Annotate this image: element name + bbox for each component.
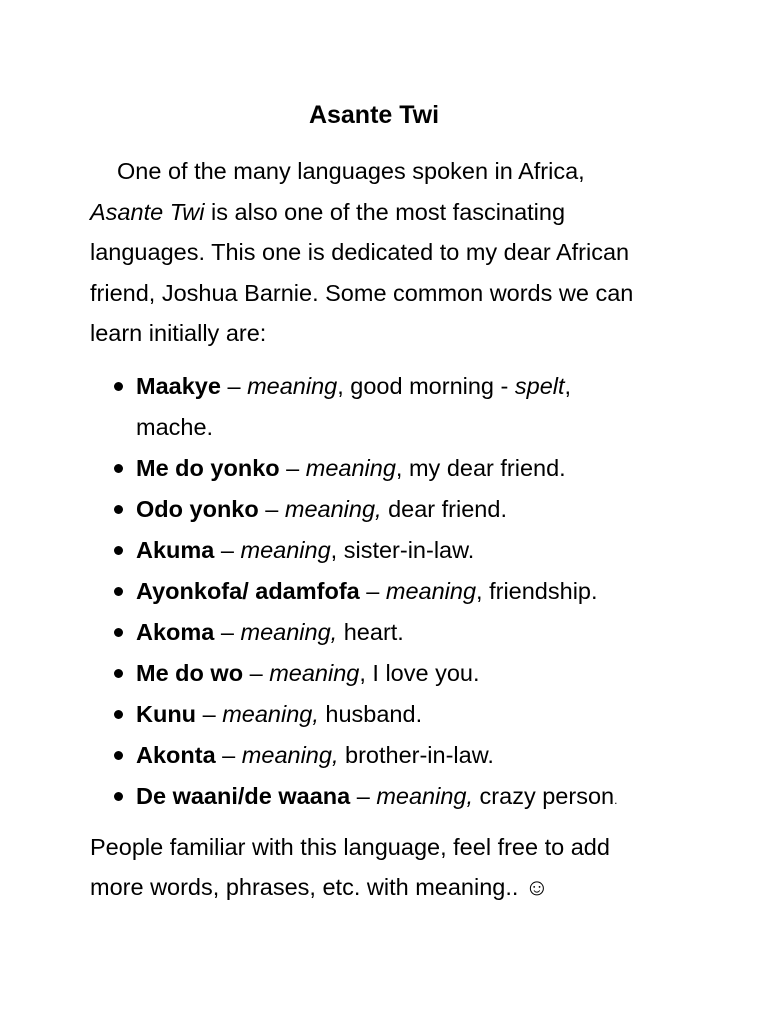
outro-line-2: more words, phrases, etc. with meaning.. ☺ bbox=[90, 874, 549, 900]
intro-paragraph bbox=[90, 151, 690, 354]
list-item-continuation: mache. bbox=[136, 414, 214, 440]
list-item: Kunu – meaning, husband. bbox=[136, 701, 423, 727]
list-item: Odo yonko – meaning, dear friend. bbox=[136, 496, 507, 522]
intro-line-1: One of the many languages spoken in Africa, bbox=[117, 158, 585, 184]
list-item: Akonta – meaning, brother-in-law. bbox=[136, 742, 494, 768]
list-item: Ayonkofa/ adamfofa – meaning, friendship. bbox=[136, 578, 598, 604]
vocabulary-list bbox=[108, 366, 708, 821]
intro-line-5: learn initially are: bbox=[90, 320, 267, 346]
list-item: Me do yonko – meaning, my dear friend. bbox=[136, 455, 566, 481]
intro-line-2: Asante Twi is also one of the most fascinating bbox=[90, 198, 566, 225]
page-title: Asante Twi bbox=[308, 101, 440, 129]
list-item: Akoma – meaning, heart. bbox=[136, 619, 404, 645]
list-item: Maakye – meaning, good morning - spelt, mache. bbox=[108, 366, 708, 448]
intro-line-3: languages. This one is dedicated to my dear African bbox=[90, 239, 630, 265]
list-item: De waani/de waana – meaning, crazy person. bbox=[136, 783, 618, 809]
closing-paragraph bbox=[90, 827, 710, 907]
list-item: Akuma – meaning, sister-in-law. bbox=[136, 537, 475, 563]
list-item: Me do wo – meaning, I love you. bbox=[136, 660, 480, 686]
language-name: Asante Twi bbox=[90, 198, 205, 225]
outro-line-1: People familiar with this language, feel free to add bbox=[90, 834, 610, 860]
intro-line-4: friend, Joshua Barnie. Some common words we can bbox=[90, 279, 634, 306]
